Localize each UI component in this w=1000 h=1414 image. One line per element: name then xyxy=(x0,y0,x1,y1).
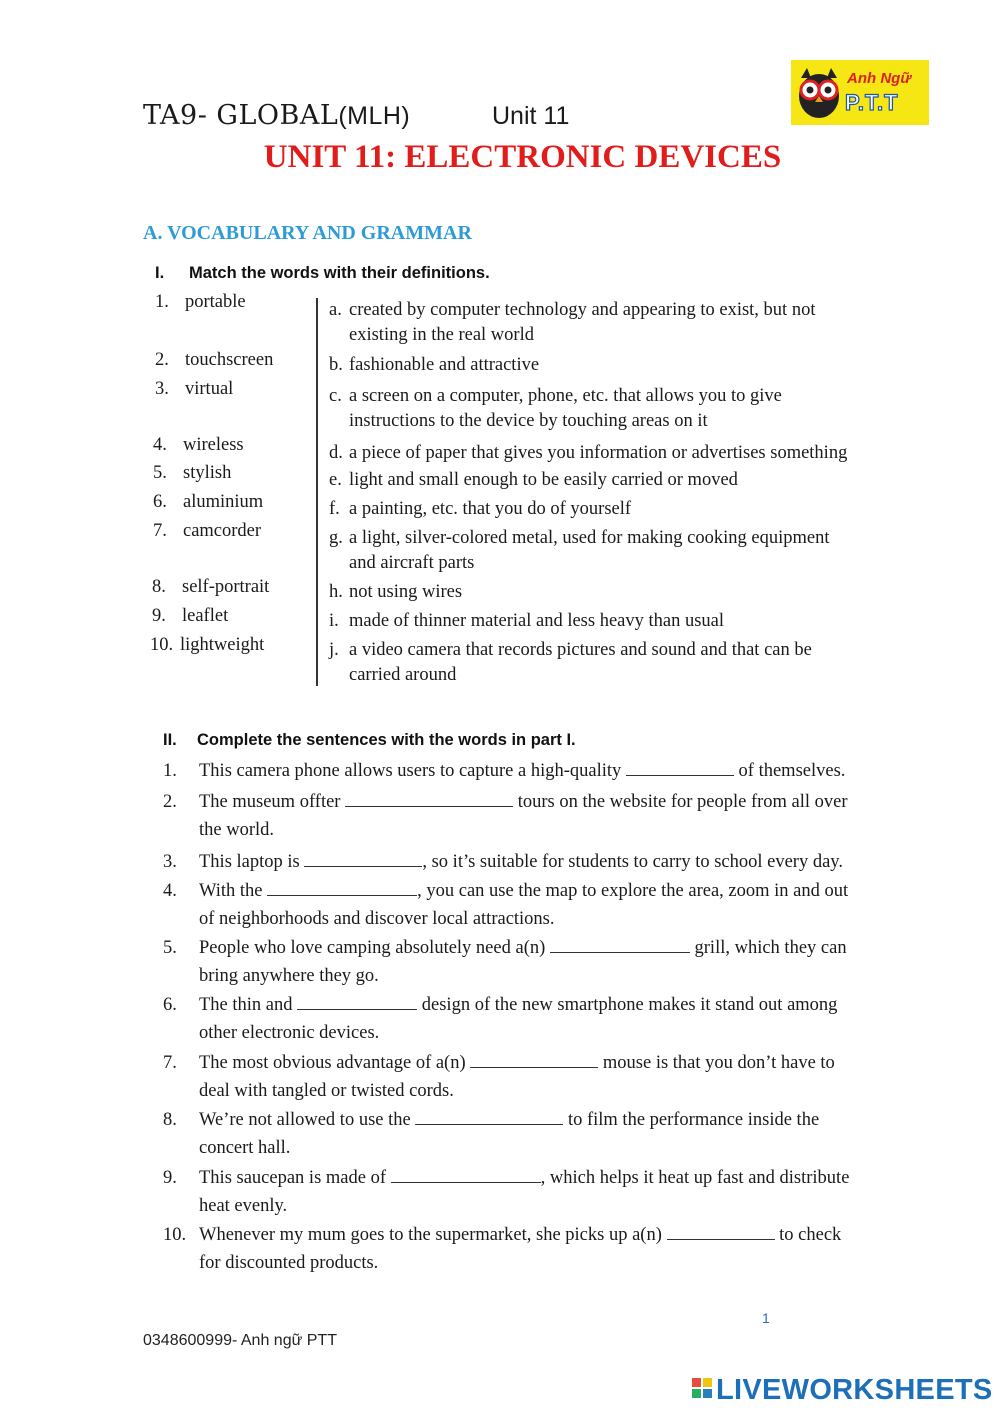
sentence-number: 8. xyxy=(163,1110,177,1130)
definition-item xyxy=(329,638,874,688)
sentence-text-before: The most obvious advantage of a(n) xyxy=(199,1053,471,1073)
sentence-number: 6. xyxy=(163,995,177,1015)
vocab-word-number: 1. xyxy=(155,292,169,312)
definition-text-continued: carried around xyxy=(349,665,457,685)
sentence-text-before: The thin and xyxy=(199,995,298,1015)
sentence-number: 3. xyxy=(163,852,177,872)
sentence-text-before: This laptop is xyxy=(199,852,305,872)
definition-text-continued: and aircraft parts xyxy=(349,553,475,573)
vocab-word-number: 9. xyxy=(152,606,166,626)
answer-blank[interactable] xyxy=(667,1222,775,1240)
answer-blank[interactable] xyxy=(345,789,513,807)
vocab-word-item xyxy=(153,521,261,542)
brand-logo-icon-part xyxy=(703,1389,712,1398)
sentence-text-after: design of the new smartphone makes it stand out among xyxy=(417,995,838,1015)
definition-item xyxy=(329,384,874,434)
sentence-number: 2. xyxy=(163,792,177,812)
sentence-text-after: mouse is that you don’t have to xyxy=(598,1053,835,1073)
sentence-text-after: , which helps it heat up fast and distribute xyxy=(540,1168,850,1188)
definition-letter: i. xyxy=(329,611,339,631)
answer-blank[interactable] xyxy=(415,1107,563,1125)
exercise-sentence xyxy=(163,1221,903,1277)
sentence-text-after: to check xyxy=(774,1225,842,1245)
logo-text-anh-ngu: Anh Ngữ xyxy=(847,70,912,87)
brand-logo-icon-part xyxy=(703,1378,712,1387)
definition-text: a piece of paper that gives you information or advertises something xyxy=(349,443,848,463)
brand-logo-icon xyxy=(692,1378,701,1387)
header-course-title: TA9- GLOBAL(MLH) xyxy=(143,100,411,131)
definition-text: not using wires xyxy=(349,582,463,602)
sentence-text-continued: other electronic devices. xyxy=(199,1023,380,1043)
definition-letter: h. xyxy=(329,582,343,602)
page-title: UNIT 11: ELECTRONIC DEVICES xyxy=(263,139,782,175)
sentence-number: 5. xyxy=(163,938,177,958)
definition-text-continued: instructions to the device by touching areas on it xyxy=(349,411,708,431)
vocab-word-number: 5. xyxy=(153,463,167,483)
vocab-word: virtual xyxy=(185,379,234,399)
exercise-sentence xyxy=(163,991,903,1047)
vocab-word: lightweight xyxy=(180,635,265,655)
definition-text: a video camera that records pictures and sound and that can be xyxy=(349,640,812,660)
definition-item xyxy=(329,580,874,605)
definition-item xyxy=(329,441,874,466)
vocab-word-number: 2. xyxy=(155,350,169,370)
sentence-number: 9. xyxy=(163,1168,177,1188)
definition-item xyxy=(329,497,874,522)
sentence-text-continued: bring anywhere they go. xyxy=(199,966,379,986)
exercise-sentence xyxy=(163,788,903,844)
sentence-text-before: People who love camping absolutely need a(n) xyxy=(199,938,550,958)
definition-letter: c. xyxy=(329,386,342,406)
exercise-sentence xyxy=(163,934,903,990)
definition-text: created by computer technology and appearing to exist, but not xyxy=(349,300,816,320)
sentence-text-before: We’re not allowed to use the xyxy=(199,1110,416,1130)
sentence-text-continued: deal with tangled or twisted cords. xyxy=(199,1081,454,1101)
sentence-text-before: Whenever my mum goes to the supermarket, she picks up a(n) xyxy=(199,1225,667,1245)
definition-letter: b. xyxy=(329,355,343,375)
answer-blank[interactable] xyxy=(267,878,417,896)
definition-letter: g. xyxy=(329,528,343,548)
column-divider xyxy=(316,298,318,686)
definition-text: made of thinner material and less heavy than usual xyxy=(349,611,725,631)
page-number: 1 xyxy=(762,1310,770,1326)
sentence-text-continued: heat evenly. xyxy=(199,1196,288,1216)
sentence-text-after: grill, which they can xyxy=(689,938,847,958)
answer-blank[interactable] xyxy=(297,992,417,1010)
exercise-sentence xyxy=(163,877,903,933)
vocab-word-number: 8. xyxy=(152,577,166,597)
definition-item xyxy=(329,526,874,576)
vocab-word-item xyxy=(153,463,231,484)
header-unit-label: Unit 11 xyxy=(492,102,570,130)
part2-heading: II. Complete the sentences with the words in part I. xyxy=(163,731,576,749)
school-logo xyxy=(791,60,929,125)
sentence-text-after: tours on the website for people from all over xyxy=(513,792,848,812)
sentence-number: 10. xyxy=(163,1225,187,1245)
definition-letter: e. xyxy=(329,470,342,490)
definition-text: a screen on a computer, phone, etc. that allows you to give xyxy=(349,386,782,406)
vocab-word-item xyxy=(155,350,273,371)
definition-text: fashionable and attractive xyxy=(349,355,540,375)
sentence-text-before: The museum offter xyxy=(199,792,346,812)
definition-text: a light, silver-colored metal, used for making cooking equipment xyxy=(349,528,830,548)
definition-letter: a. xyxy=(329,300,342,320)
vocab-word: stylish xyxy=(183,463,232,483)
vocab-word-item xyxy=(152,577,269,598)
sentence-text-before: This camera phone allows users to capture a high-quality xyxy=(199,761,626,781)
sentence-text-after: , you can use the map to explore the area, zoom in and out xyxy=(417,881,849,901)
vocab-word: camcorder xyxy=(183,521,262,541)
vocab-word-number: 4. xyxy=(153,435,167,455)
vocab-word: leaflet xyxy=(182,606,229,626)
definition-letter: f. xyxy=(329,499,340,519)
sentence-text-continued: concert hall. xyxy=(199,1138,291,1158)
brand-logo-icon-part xyxy=(692,1389,701,1398)
sentence-number: 1. xyxy=(163,761,177,781)
footer-contact: 0348600999- Anh ngữ PTT xyxy=(143,1332,337,1349)
answer-blank[interactable] xyxy=(304,849,422,867)
vocab-word-item xyxy=(150,635,264,656)
sentence-text-after: , so it’s suitable for students to carry to school every day. xyxy=(422,852,843,872)
vocab-word: wireless xyxy=(183,435,244,455)
definition-item xyxy=(329,468,874,493)
sentence-text-continued: the world. xyxy=(199,820,275,840)
vocab-word: aluminium xyxy=(183,492,264,512)
sentence-text-before: This saucepan is made of xyxy=(199,1168,391,1188)
definition-text: light and small enough to be easily carried or moved xyxy=(349,470,738,490)
definition-letter: d. xyxy=(329,443,343,463)
definition-text: a painting, etc. that you do of yourself xyxy=(349,499,632,519)
owl-icon xyxy=(795,66,843,120)
vocab-word: portable xyxy=(185,292,246,312)
exercise-sentence xyxy=(163,1106,903,1162)
sentence-text-continued: of neighborhoods and discover local attractions. xyxy=(199,909,555,929)
definition-item xyxy=(329,609,874,634)
answer-blank[interactable] xyxy=(626,758,734,776)
sentence-number: 4. xyxy=(163,881,177,901)
vocab-word-number: 10. xyxy=(150,635,174,655)
section-heading-a: A. VOCABULARY AND GRAMMAR xyxy=(143,222,472,244)
vocab-word-item xyxy=(155,379,233,400)
exercise-sentence xyxy=(163,848,903,876)
vocab-word-item xyxy=(153,435,244,456)
answer-blank[interactable] xyxy=(391,1165,541,1183)
sentence-text-after: of themselves. xyxy=(733,761,846,781)
vocab-word-item xyxy=(153,492,263,513)
sentence-number: 7. xyxy=(163,1053,177,1073)
vocab-word-number: 7. xyxy=(153,521,167,541)
answer-blank[interactable] xyxy=(470,1050,598,1068)
vocab-word-item xyxy=(152,606,228,627)
vocab-word-item xyxy=(155,292,246,313)
sentence-text-after: to film the performance inside the xyxy=(563,1110,820,1130)
logo-text-ptt: P.T.T xyxy=(845,90,899,115)
definition-item xyxy=(329,298,874,348)
sentence-text-continued: for discounted products. xyxy=(199,1253,379,1273)
answer-blank[interactable] xyxy=(550,935,690,953)
sentence-text-before: With the xyxy=(199,881,268,901)
exercise-sentence xyxy=(163,757,903,785)
vocab-word-number: 6. xyxy=(153,492,167,512)
vocab-word: touchscreen xyxy=(185,350,274,370)
exercise-sentence xyxy=(163,1049,903,1105)
vocab-word-number: 3. xyxy=(155,379,169,399)
definition-item xyxy=(329,353,874,378)
vocab-word: self-portrait xyxy=(182,577,270,597)
part1-heading: I. Match the words with their definitions. xyxy=(155,264,490,282)
brand-name: LIVEWORKSHEETS xyxy=(716,1374,993,1406)
definition-text-continued: existing in the real world xyxy=(349,325,534,345)
definition-letter: j. xyxy=(329,640,339,660)
exercise-sentence xyxy=(163,1164,903,1220)
